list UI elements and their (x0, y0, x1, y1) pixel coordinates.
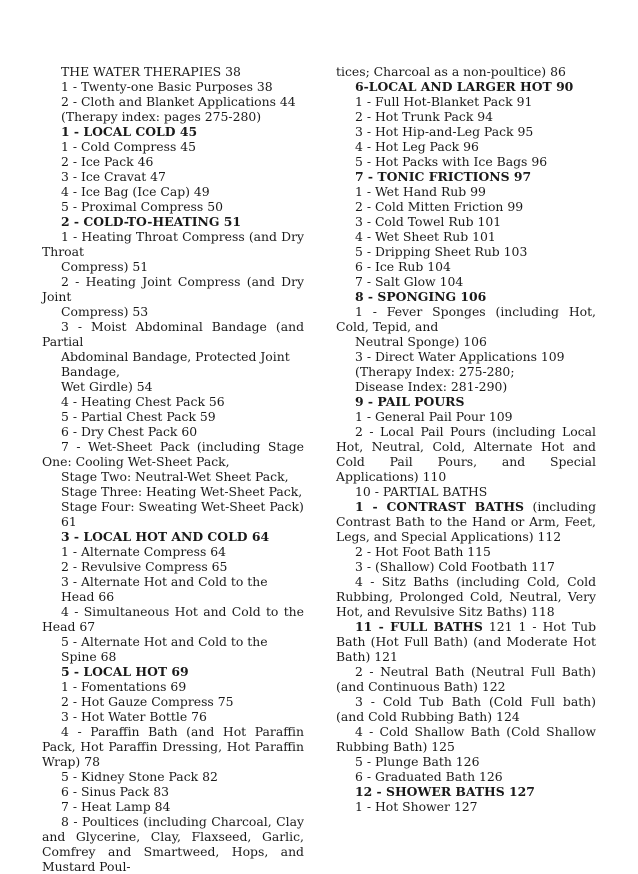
toc-entry: 5 - Partial Chest Pack 59 (61, 409, 216, 424)
toc-entry: tices; Charcoal as a non-poultice) 86 (336, 64, 566, 79)
toc-entry: 4 - Sitz Baths (including Cold, Cold Rubbing, Prolonged Cold, Neutral, Very Hot, and Revulsive Sitz Baths) 118 (336, 574, 596, 619)
toc-entry: 5 - Hot Packs with Ice Bags 96 (355, 154, 548, 169)
toc-entry: 2 - Neutral Bath (Neutral Full Bath) (and Continuous Bath) 122 (336, 664, 596, 694)
toc-entry: 2 - Cloth and Blanket Applications 44 (61, 94, 296, 109)
toc-entry: 3 - Cold Tub Bath (Cold Full bath) (and Cold Rubbing Bath) 124 (336, 694, 596, 724)
toc-entry: 2 - Cold Mitten Friction 99 (355, 199, 524, 214)
toc-entry: Stage Three: Heating Wet-Sheet Pack, (61, 484, 303, 499)
toc-entry: Stage Four: Sweating Wet-Sheet Pack) 61 (61, 499, 304, 529)
toc-entry: 6 - Sinus Pack 83 (61, 784, 169, 799)
toc-entry (336, 619, 596, 664)
toc-entry: 5 - Kidney Stone Pack 82 (61, 769, 218, 784)
toc-section-heading: 3 - LOCAL HOT AND COLD 64 (61, 529, 270, 544)
toc-entry: 2 - Heating Joint Compress (and Dry Joint (42, 274, 304, 304)
toc-entry: 4 - Ice Bag (Ice Cap) 49 (61, 184, 210, 199)
toc-entry: 1 - General Pail Pour 109 (355, 409, 513, 424)
toc-entry: 5 - Dripping Sheet Rub 103 (355, 244, 528, 259)
toc-section-heading: 8 - SPONGING 106 (355, 289, 487, 304)
toc-entry: 3 - Ice Cravat 47 (61, 169, 166, 184)
toc-entry: 10 - PARTIAL BATHS (355, 484, 488, 499)
toc-entry: 3 - Alternate Hot and Cold to the Head 66 (61, 574, 268, 604)
toc-entry: 4 - Paraffin Bath (and Hot Paraffin Pack, Hot Paraffin Dressing, Hot Paraffin Wrap) 78 (42, 724, 304, 769)
toc-entry-text: 121 1 - Hot Tub Bath (Hot Full Bath) (and Moderate Hot Bath) 121 (336, 619, 596, 664)
toc-section-heading: 2 - COLD-TO-HEATING 51 (61, 214, 242, 229)
toc-entry: (Therapy Index: 275-280; (355, 364, 515, 379)
toc-entry: Compress) 53 (61, 304, 149, 319)
toc-entry: 2 - Hot Gauze Compress 75 (61, 694, 234, 709)
toc-section-heading: 7 - TONIC FRICTIONS 97 (355, 169, 532, 184)
toc-entry: THE WATER THERAPIES 38 (61, 64, 241, 79)
toc-entry: 4 - Cold Shallow Bath (Cold Shallow Rubbing Bath) 125 (336, 724, 596, 754)
toc-entry: Compress) 51 (61, 259, 149, 274)
toc-entry: 4 - Simultaneous Hot and Cold to the Head 67 (42, 604, 304, 634)
toc-entry: 2 - Local Pail Pours (including Local Hot, Neutral, Cold, Alternate Hot and Cold Pail Pours, and Special Applications) 110 (336, 424, 596, 484)
toc-section-heading: 9 - PAIL POURS (355, 394, 465, 409)
toc-entry: 3 - Moist Abdominal Bandage (and Partial (42, 319, 304, 349)
toc-entry: Abdominal Bandage, Protected Joint Bandage, (61, 349, 290, 379)
toc-entry: 4 - Hot Leg Pack 96 (355, 139, 479, 154)
toc-entry: 3 - Hot Water Bottle 76 (61, 709, 207, 724)
toc-entry: 1 - Twenty-one Basic Purposes 38 (61, 79, 273, 94)
toc-entry: 5 - Proximal Compress 50 (61, 199, 223, 214)
toc-entry: Disease Index: 281-290) (355, 379, 508, 394)
toc-section-heading: 1 - CONTRAST BATHS (355, 499, 525, 514)
toc-section-heading: 12 - SHOWER BATHS 127 (355, 784, 535, 799)
toc-entry: 5 - Alternate Hot and Cold to the Spine 68 (61, 634, 268, 664)
toc-entry: 4 - Heating Chest Pack 56 (61, 394, 225, 409)
toc-entry: 1 - Alternate Compress 64 (61, 544, 227, 559)
toc-section-heading: 1 - LOCAL COLD 45 (61, 124, 198, 139)
toc-entry: (Therapy index: pages 275-280) (61, 109, 262, 124)
toc-entry: 7 - Heat Lamp 84 (61, 799, 171, 814)
toc-entry: 1 - Hot Shower 127 (355, 799, 478, 814)
toc-entry: Stage Two: Neutral-Wet Sheet Pack, (61, 469, 289, 484)
toc-entry: 8 - Poultices (including Charcoal, Clay and Glycerine, Clay, Flaxseed, Garlic, Comfrey and Smartweed, Hops, and Mustard Poul- (42, 814, 304, 874)
toc-entry: 1 - Heating Throat Compress (and Dry Throat (42, 229, 304, 259)
toc-entry: 2 - Hot Trunk Pack 94 (355, 109, 494, 124)
toc-section-heading: 11 - FULL BATHS (355, 619, 483, 634)
toc-entry: 3 - Cold Towel Rub 101 (355, 214, 502, 229)
toc-entry (336, 499, 596, 544)
toc-entry: Wet Girdle) 54 (61, 379, 153, 394)
toc-entry: 4 - Wet Sheet Rub 101 (355, 229, 496, 244)
toc-section-heading: 6-LOCAL AND LARGER HOT 90 (355, 79, 574, 94)
toc-entry: 7 - Wet-Sheet Pack (including Stage One: Cooling Wet-Sheet Pack, (42, 439, 304, 469)
toc-entry: 1 - Full Hot-Blanket Pack 91 (355, 94, 533, 109)
toc-entry: 3 - Direct Water Applications 109 (355, 349, 565, 364)
toc-entry: 1 - Fomentations 69 (61, 679, 187, 694)
toc-right-column (336, 64, 596, 814)
toc-entry: 1 - Cold Compress 45 (61, 139, 197, 154)
toc-left-column (42, 64, 304, 874)
toc-entry: 2 - Hot Foot Bath 115 (355, 544, 491, 559)
toc-entry-text: (including Contrast Bath to the Hand or Arm, Feet, Legs, and Special Applications) 112 (336, 499, 596, 544)
toc-entry: 1 - Wet Hand Rub 99 (355, 184, 486, 199)
toc-entry: 1 - Fever Sponges (including Hot, Cold, Tepid, and (336, 304, 596, 334)
toc-entry: 6 - Graduated Bath 126 (355, 769, 503, 784)
toc-entry: 5 - Plunge Bath 126 (355, 754, 480, 769)
toc-entry: Neutral Sponge) 106 (355, 334, 487, 349)
toc-entry: 6 - Dry Chest Pack 60 (61, 424, 198, 439)
toc-section-heading: 5 - LOCAL HOT 69 (61, 664, 189, 679)
toc-entry: 3 - Hot Hip-and-Leg Pack 95 (355, 124, 534, 139)
toc-entry: 7 - Salt Glow 104 (355, 274, 464, 289)
toc-entry: 3 - (Shallow) Cold Footbath 117 (355, 559, 555, 574)
toc-entry: 6 - Ice Rub 104 (355, 259, 451, 274)
toc-entry: 2 - Ice Pack 46 (61, 154, 154, 169)
toc-entry: 2 - Revulsive Compress 65 (61, 559, 228, 574)
